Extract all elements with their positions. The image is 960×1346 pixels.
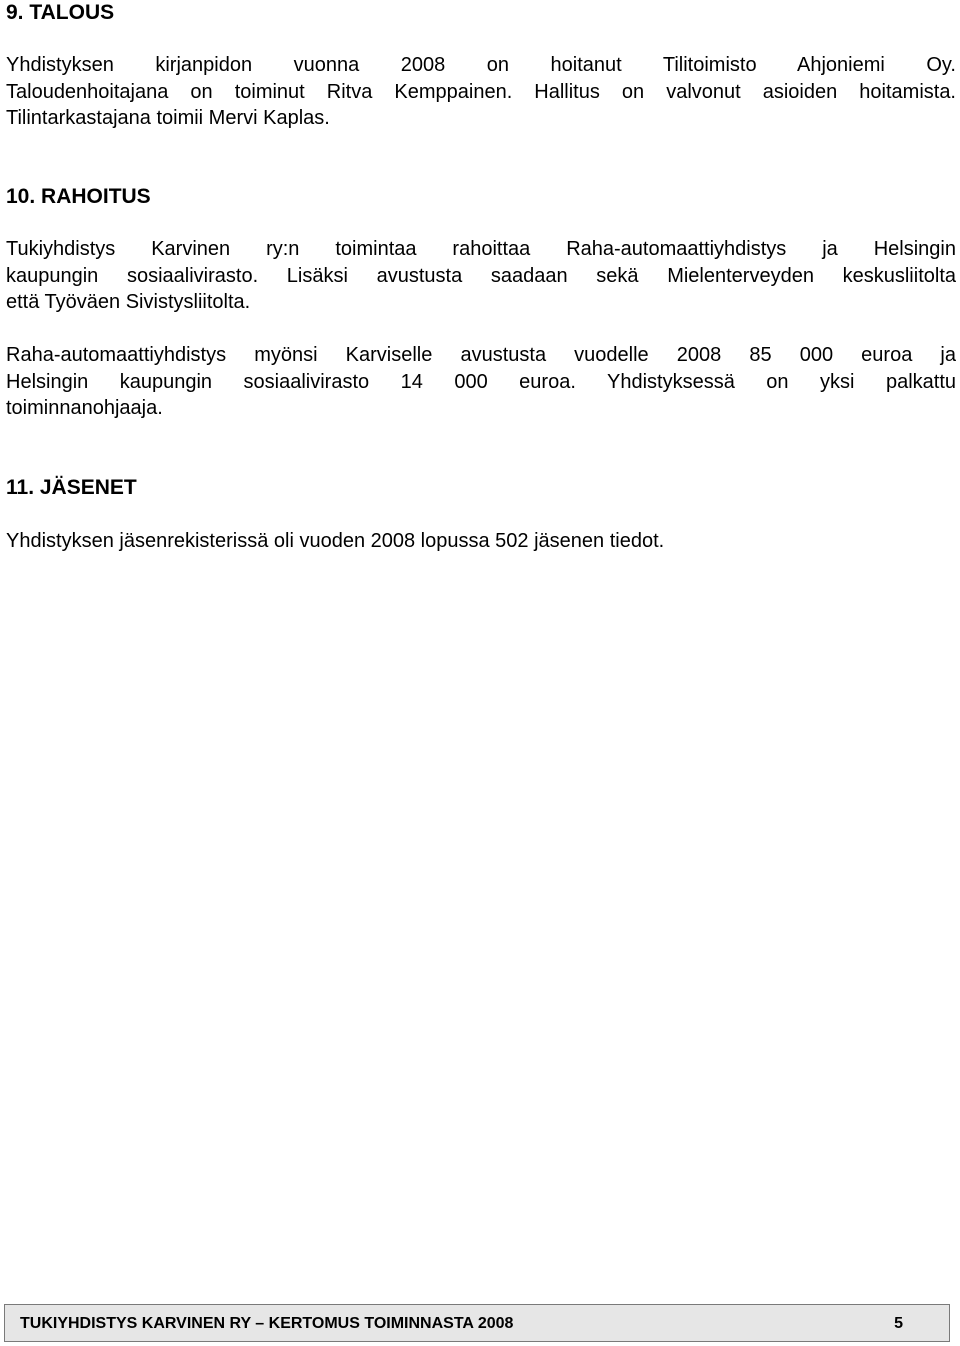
paragraph-line: Taloudenhoitajana on toiminut Ritva Kemppainen. Hallitus on valvonut asioiden hoitamista. xyxy=(6,80,956,103)
paragraph-line: Helsingin kaupungin sosiaalivirasto 14 000 euroa. Yhdistyksessä on yksi palkattu xyxy=(6,370,956,393)
paragraph-line: Yhdistyksen jäsenrekisterissä oli vuoden 2008 lopussa 502 jäsenen tiedot. xyxy=(6,530,665,552)
footer-title: TUKIYHDISTYS KARVINEN RY – KERTOMUS TOIMINNASTA 2008 xyxy=(20,1315,514,1332)
paragraph-talous xyxy=(6,52,956,132)
page-number: 5 xyxy=(894,1315,903,1332)
paragraph-rahoitus-sources xyxy=(6,236,956,316)
paragraph-jasenet xyxy=(6,528,956,555)
section-heading-jasenet: 11. JÄSENET xyxy=(6,476,137,499)
paragraph-line: että Työväen Sivistysliitolta. xyxy=(6,291,251,313)
paragraph-line: toiminnanohjaaja. xyxy=(6,397,163,419)
paragraph-rahoitus-grants xyxy=(6,342,956,422)
page-footer xyxy=(4,1304,950,1342)
section-heading-rahoitus: 10. RAHOITUS xyxy=(6,185,151,208)
paragraph-line: Tilintarkastajana toimii Mervi Kaplas. xyxy=(6,107,330,129)
paragraph-line: kaupungin sosiaalivirasto. Lisäksi avustusta saadaan sekä Mielenterveyden keskusliitolta xyxy=(6,264,956,287)
paragraph-line: Raha-automaattiyhdistys myönsi Karviselle avustusta vuodelle 2008 85 000 euroa ja xyxy=(6,344,956,366)
paragraph-line: Yhdistyksen kirjanpidon vuonna 2008 on hoitanut Tilitoimisto Ahjoniemi Oy. xyxy=(6,54,956,76)
paragraph-line: Tukiyhdistys Karvinen ry:n toimintaa rahoittaa Raha-automaattiyhdistys ja Helsingin xyxy=(6,238,956,260)
section-heading-talous: 9. TALOUS xyxy=(6,1,115,24)
